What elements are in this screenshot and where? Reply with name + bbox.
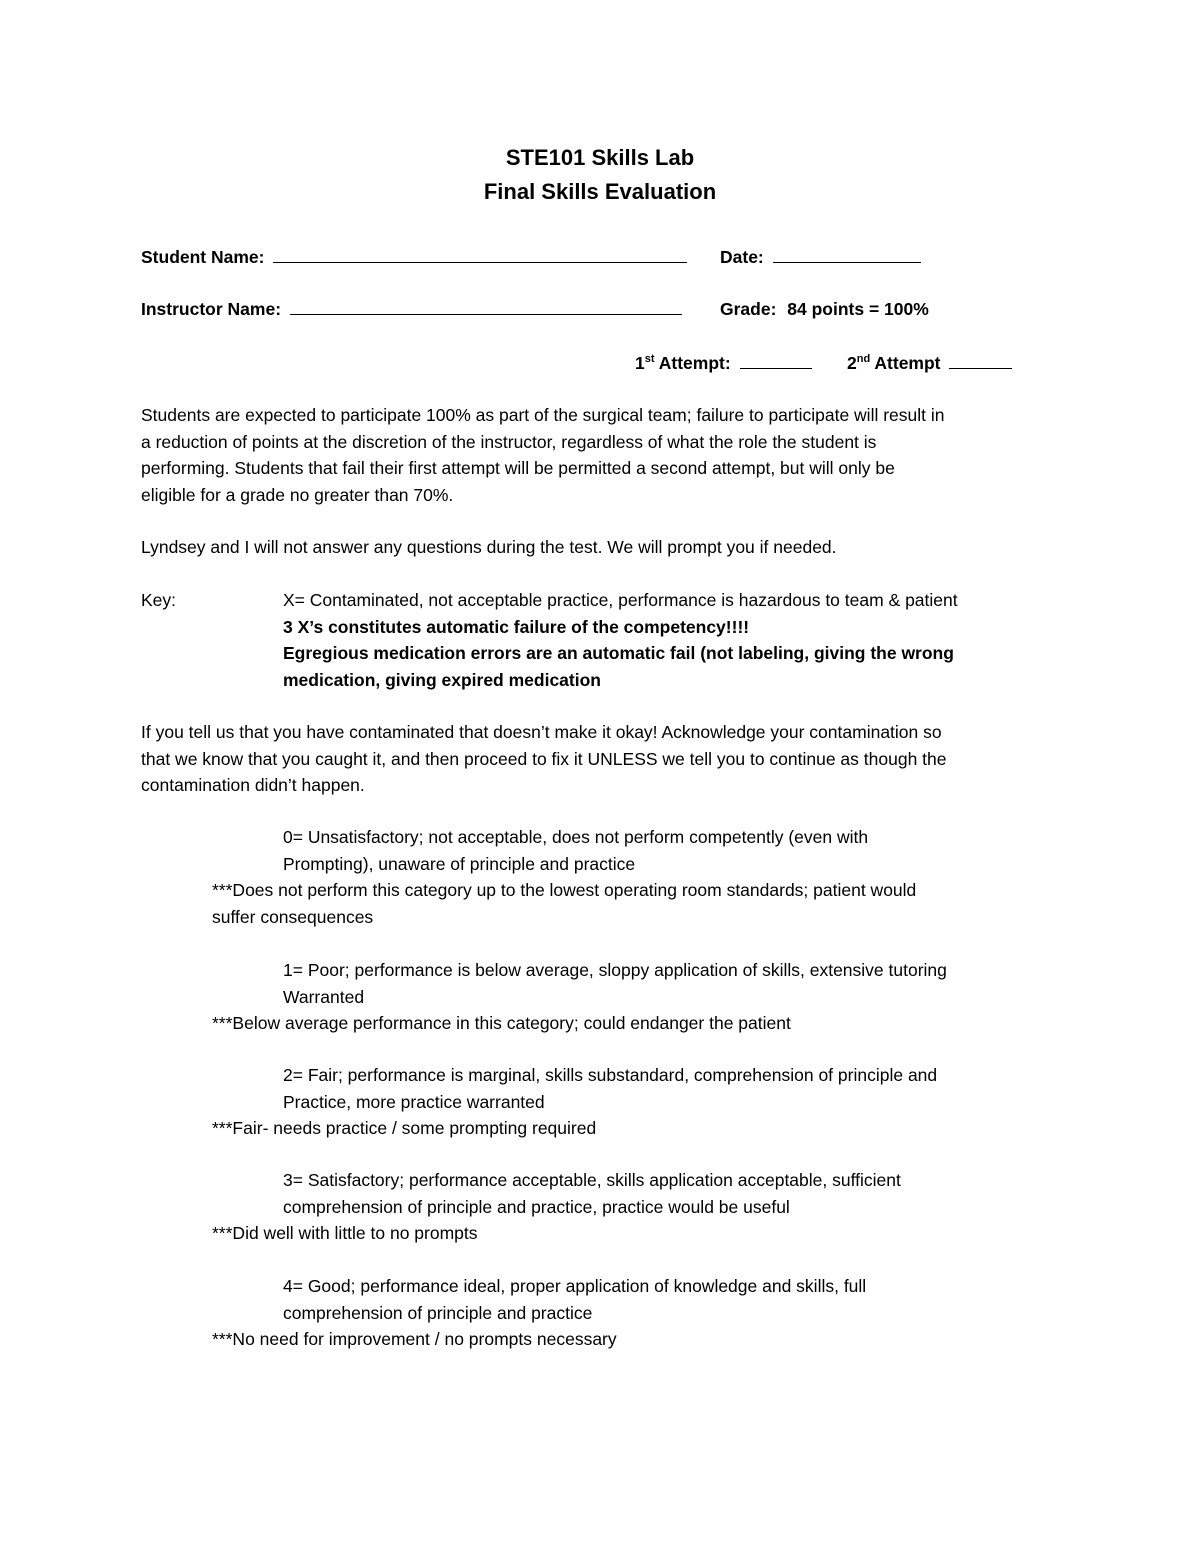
intro-line: a reduction of points at the discretion of the instructor, regardless of what the role the student is [141, 431, 877, 452]
rating-0 [283, 824, 1063, 877]
attempt-2-suffix: nd [856, 353, 871, 365]
document-title: STE101 Skills Lab [505, 145, 695, 170]
key-rule-auto-fail: 3 X’s constitutes automatic failure of the competency!!!! [283, 616, 750, 637]
rating-0-line-2: Prompting), unaware of principle and practice [283, 853, 636, 874]
attempt-1-label: Attempt: [658, 353, 731, 373]
grade-row [720, 296, 929, 323]
intro-line: eligible for a grade no greater than 70%. [141, 484, 454, 505]
rating-0-note-line-2: suffer consequences [212, 906, 374, 927]
rating-2-line-1: 2= Fair; performance is marginal, skills substandard, comprehension of principle and [283, 1065, 938, 1085]
grade-value: 84 points = 100% [787, 299, 929, 319]
key-rule-medication-line-1: Egregious medication errors are an automatic fail (not labeling, giving the wrong [283, 643, 954, 663]
attempt-2-number: 2 [847, 353, 857, 373]
rating-1-line-1: 1= Poor; performance is below average, sloppy application of skills, extensive tutoring [283, 960, 947, 980]
instructor-name-row [141, 296, 682, 323]
document-subtitle: Final Skills Evaluation [483, 179, 717, 204]
key-definition: X= Contaminated, not acceptable practice, performance is hazardous to team & patient [283, 590, 958, 610]
contamination-line: If you tell us that you have contaminated that doesn’t make it okay! Acknowledge your contamination so [141, 722, 942, 742]
rating-2-note [212, 1115, 1062, 1142]
attempt-1-row [635, 350, 812, 377]
date-blank[interactable] [773, 244, 921, 263]
rating-3-note-line-1: ***Did well with little to no prompts [212, 1223, 478, 1243]
contamination-paragraph [141, 719, 1066, 799]
student-name-row [141, 244, 687, 271]
intro-paragraph [141, 402, 1066, 508]
intro-line: performing. Students that fail their first attempt will be permitted a second attempt, but will only be [141, 458, 895, 478]
rating-1 [283, 957, 1063, 1010]
contamination-line: contamination didn’t happen. [141, 775, 365, 795]
rating-1-line-2: Warranted [283, 986, 365, 1007]
rating-4 [283, 1273, 1063, 1326]
date-row [720, 244, 921, 271]
instructor-name-label: Instructor Name: [141, 299, 282, 319]
date-label: Date: [720, 247, 764, 267]
student-name-blank[interactable] [273, 244, 687, 263]
rating-3-line-2: comprehension of principle and practice, practice would be useful [283, 1196, 790, 1217]
rating-4-line-1: 4= Good; performance ideal, proper application of knowledge and skills, full [283, 1276, 867, 1296]
rating-0-note-line-1: ***Does not perform this category up to the lowest operating room standards; patient would [212, 880, 917, 900]
key-rule-medication-line-2: medication, giving expired medication [283, 669, 601, 690]
attempt-1-number: 1 [635, 353, 645, 373]
attempt-2-row [847, 350, 1012, 377]
attempt-2-label: Attempt [874, 353, 941, 373]
rating-4-note [212, 1326, 1062, 1353]
rating-0-line-1: 0= Unsatisfactory; not acceptable, does not perform competently (even with [283, 827, 869, 847]
grade-label: Grade: [720, 299, 777, 319]
key-block [283, 587, 1073, 693]
intro-line: Students are expected to participate 100% as part of the surgical team; failure to participate will result in [141, 405, 945, 425]
rating-3-note [212, 1220, 1062, 1247]
rating-2-line-2: Practice, more practice warranted [283, 1091, 545, 1112]
attempt-2-blank[interactable] [949, 350, 1012, 369]
rating-4-note-line-1: ***No need for improvement / no prompts necessary [212, 1329, 617, 1349]
contamination-line: that we know that you caught it, and then proceed to fix it UNLESS we tell you to continue as though the [141, 748, 947, 769]
attempt-1-suffix: st [644, 353, 655, 365]
prompt-note: Lyndsey and I will not answer any questions during the test. We will prompt you if needed. [141, 537, 837, 557]
rating-3-line-1: 3= Satisfactory; performance acceptable, skills application acceptable, sufficient [283, 1170, 901, 1190]
rating-3 [283, 1167, 1063, 1220]
key-label: Key: [141, 590, 177, 610]
attempt-1-blank[interactable] [740, 350, 812, 369]
rating-2-note-line-1: ***Fair- needs practice / some prompting required [212, 1118, 597, 1138]
instructor-name-blank[interactable] [290, 296, 682, 315]
student-name-label: Student Name: [141, 247, 265, 267]
rating-0-note [212, 877, 1062, 930]
rating-4-line-2: comprehension of principle and practice [283, 1302, 593, 1323]
rating-1-note-line-1: ***Below average performance in this category; could endanger the patient [212, 1013, 791, 1033]
rating-2 [283, 1062, 1063, 1115]
rating-1-note [212, 1010, 1062, 1037]
